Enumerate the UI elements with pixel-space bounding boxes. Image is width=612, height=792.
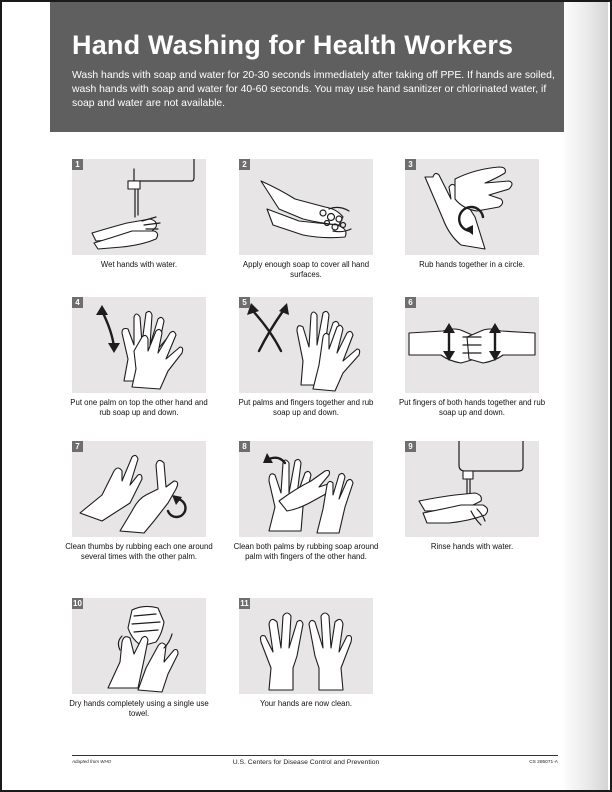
palm-over-back-icon xyxy=(72,297,206,393)
step-1-caption: Wet hands with water. xyxy=(100,260,178,269)
step-10-illustration xyxy=(72,598,206,694)
footer-agency: U.S. Centers for Disease Control and Prevention xyxy=(232,759,380,766)
step-11-number: 11 xyxy=(240,599,249,608)
step-3-number: 3 xyxy=(405,159,416,170)
step-9-caption: Rinse hands with water. xyxy=(430,542,514,551)
step-9-illustration xyxy=(405,441,539,537)
header-banner xyxy=(50,2,564,132)
step-5-number: 5 xyxy=(239,297,250,308)
step-7-number: 7 xyxy=(72,441,83,452)
step-9-number: 9 xyxy=(405,441,416,452)
towel-icon xyxy=(72,598,206,694)
step-11-illustration xyxy=(239,598,373,694)
step-8-caption: Clean both palms by rubbing soap around palm with fingers of the other hand. xyxy=(233,542,379,561)
intro-text: Wash hands with soap and water for 20-30 seconds immediately after taking off PPE. If hands are soiled, wash hands with soap and water for 40-60 seconds. You may use hand sanitizer or chlorinated water, if soap and water are not available. xyxy=(72,70,555,109)
step-5-caption: Put palms and fingers together and rub soap up and down. xyxy=(238,398,374,417)
step-2-illustration xyxy=(239,159,373,255)
footer-attribution: Adapted from WHO xyxy=(72,759,112,764)
step-2-caption: Apply enough soap to cover all hand surfaces. xyxy=(242,260,370,279)
footer-code: CS 285071-A xyxy=(529,760,558,765)
interlocked-fingers-icon xyxy=(405,297,539,393)
footer-divider xyxy=(72,755,558,756)
faucet-icon xyxy=(72,159,206,255)
step-4-caption: Put one palm on top the other hand and rub soap up and down. xyxy=(70,398,208,417)
page-title: Hand Washing for Health Workers xyxy=(72,30,514,60)
step-3-caption: Rub hands together in a circle. xyxy=(419,260,525,269)
step-7-caption: Clean thumbs by rubbing each one around several times with the other palm. xyxy=(65,542,213,561)
step-7-illustration xyxy=(72,441,206,537)
page-edge-shadow xyxy=(560,2,608,790)
step-10-number: 10 xyxy=(73,599,82,608)
step-5-illustration xyxy=(239,297,373,393)
step-8-illustration xyxy=(239,441,373,537)
palm-scrub-icon xyxy=(239,441,373,537)
step-1-illustration xyxy=(72,159,206,255)
cross-arrows-icon xyxy=(239,297,373,393)
soapy-hands-icon xyxy=(239,159,373,255)
rubbing-hands-icon xyxy=(405,159,539,255)
step-6-caption: Put fingers of both hands together and rub soap up and down. xyxy=(398,398,546,417)
step-11-caption: Your hands are now clean. xyxy=(259,699,353,708)
step-4-number: 4 xyxy=(72,297,83,308)
step-4-illustration xyxy=(72,297,206,393)
step-3-illustration xyxy=(405,159,539,255)
rinse-faucet-icon xyxy=(405,441,539,537)
step-8-number: 8 xyxy=(239,441,250,452)
step-6-number: 6 xyxy=(405,297,416,308)
clean-hands-icon xyxy=(239,598,373,694)
step-1-number: 1 xyxy=(72,159,83,170)
thumb-rub-icon xyxy=(72,441,206,537)
step-10-caption: Dry hands completely using a single use towel. xyxy=(69,699,209,718)
step-2-number: 2 xyxy=(239,159,250,170)
step-6-illustration xyxy=(405,297,539,393)
